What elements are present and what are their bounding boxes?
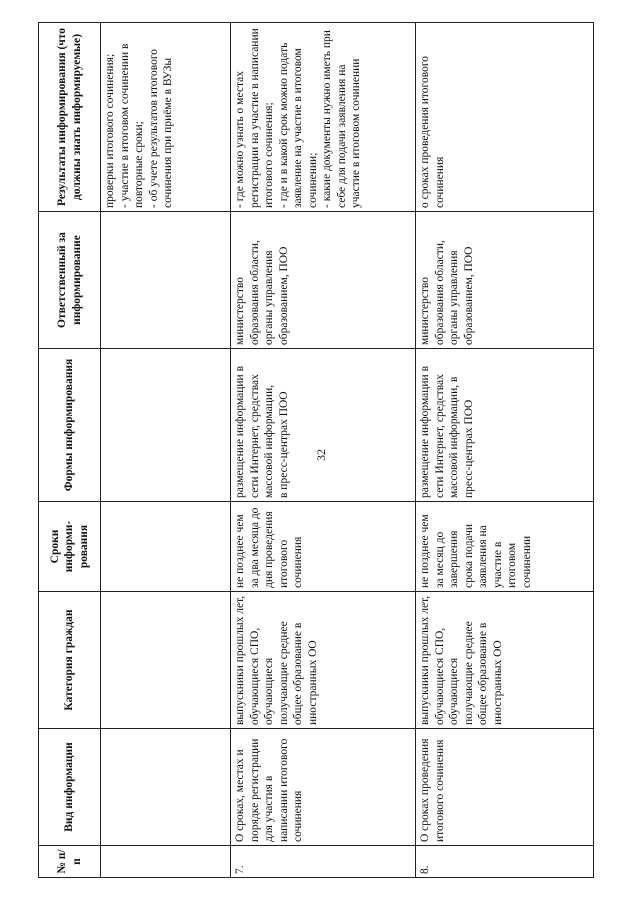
- table-row-continuation: [101, 23, 231, 878]
- header-responsible: Ответственный за информирование: [39, 212, 101, 349]
- table-header-row: [39, 23, 101, 878]
- cell-num: 8.: [416, 846, 594, 878]
- page-number: 32: [314, 449, 328, 461]
- cell-info-type: О сроках, местах и порядке регистрации для участия в написании итогового сочинения: [231, 729, 416, 846]
- information-table: [38, 22, 594, 878]
- cell: [101, 846, 231, 878]
- cell-terms: не позднее чем за месяц до завершения срока подачи заявления на участие в итоговом сочинении: [416, 502, 594, 592]
- rotated-table-container: [38, 23, 593, 878]
- table-row: [416, 23, 594, 878]
- header-category: Категория граждан: [39, 592, 101, 729]
- cell-result: проверки итогового сочинения; - участие в итоговом сочинении в повторные сроки; - об учете результатов итогового сочинения при приёме в ВУЗы: [101, 23, 231, 212]
- cell: [101, 349, 231, 502]
- header-result: Результаты информирования (что должны знать информируемые): [39, 23, 101, 212]
- cell-num: 7.: [231, 846, 416, 878]
- cell: [101, 729, 231, 846]
- cell-category: выпускники прошлых лет, обучающиеся СПО, обучающиеся получающие среднее общее образование в иностранных ОО: [416, 592, 594, 729]
- cell-forms: размещение информации в сети Интернет, средствах массовой информации, в пресс-центрах ПОО: [231, 349, 416, 502]
- table-row: [231, 23, 416, 878]
- cell: [101, 502, 231, 592]
- cell-category: выпускники прошлых лет, обучающиеся СПО, обучающиеся получающие среднее общее образование в иностранных ОО: [231, 592, 416, 729]
- cell-info-type: О сроках проведения итогового сочинения: [416, 729, 594, 846]
- cell: [101, 212, 231, 349]
- header-forms: Формы информирования: [39, 349, 101, 502]
- cell-forms: размещение информации в сети Интернет, средствах массовой информации, в пресс-центрах ПОО: [416, 349, 594, 502]
- cell-responsible: министерство образования области, органы управления образованием, ПОО: [231, 212, 416, 349]
- cell: [101, 592, 231, 729]
- header-num: № п/п: [39, 846, 101, 878]
- cell-result: о сроках проведения итогового сочинения: [416, 23, 594, 212]
- header-info-type: Вид информации: [39, 729, 101, 846]
- cell-terms: не позднее чем за два месяца до дня проведения итогового сочинения: [231, 502, 416, 592]
- cell-result: - где можно узнать о местах регистрации на участие в написании итогового сочинения; - где и в какой срок можно подать заявление на участие в итоговом сочинении; - какие документы нужно иметь при себе для подачи заявления на участие в итоговом сочинении: [231, 23, 416, 212]
- header-terms: Сроки информи-рования: [39, 502, 101, 592]
- cell-responsible: министерство образования области, органы управления образованием, ПОО: [416, 212, 594, 349]
